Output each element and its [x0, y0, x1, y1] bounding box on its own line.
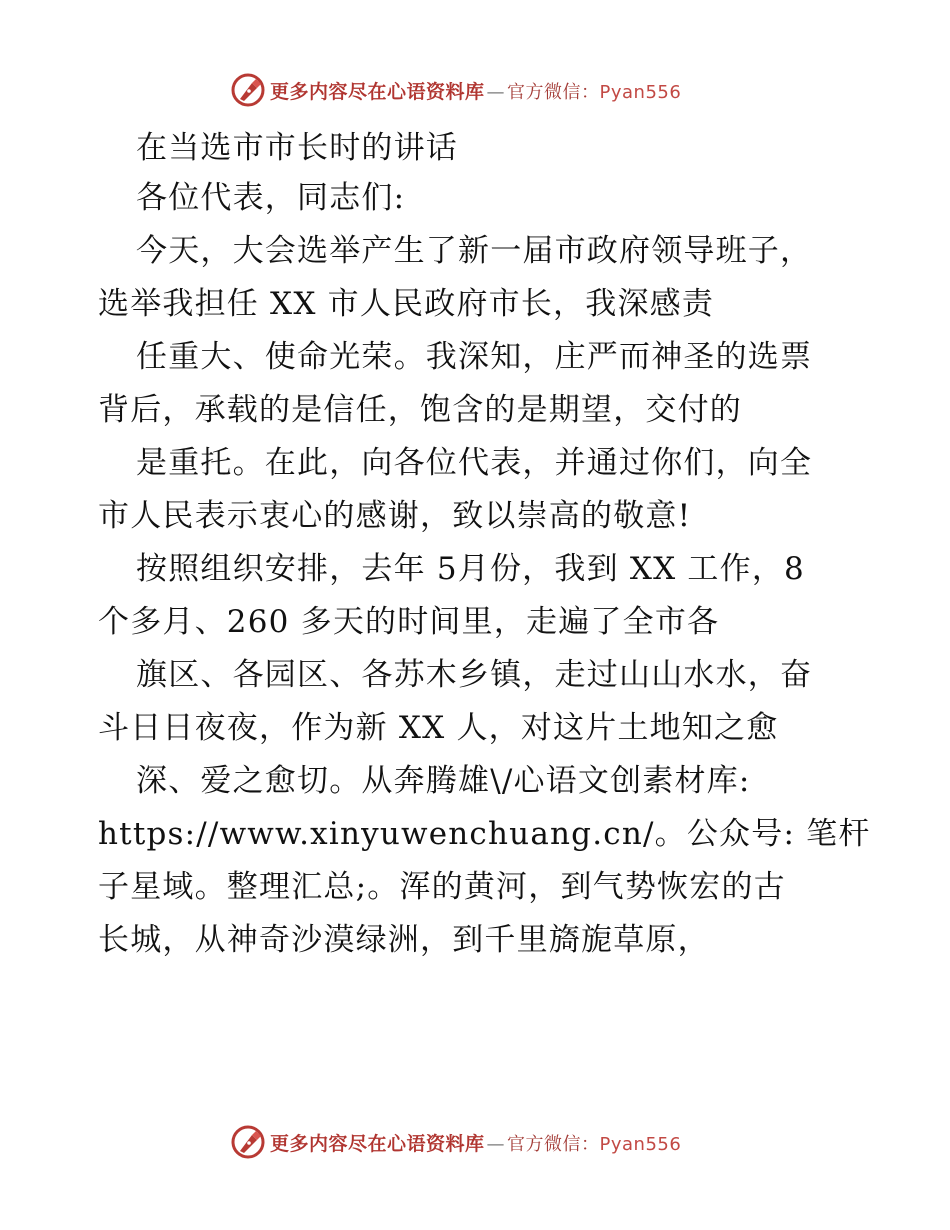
footer-text [270, 1129, 681, 1156]
header-wechat-handle: Pyan556 [599, 81, 682, 103]
paragraph-line: 任重大、使命光荣。我深知，庄严而神圣的选票 [136, 339, 813, 375]
paragraph-line: 深、爱之愈切。从奔腾雄\/心语文创素材库: [136, 763, 751, 799]
paragraph-line: 个多月、260 多天的时间里，走遍了全市各 [98, 604, 720, 640]
paragraph-line: 长城，从神奇沙漠绿洲，到千里旖旎草原， [98, 922, 710, 958]
paragraph-line: 子星域。整理汇总;。浑的黄河，到气势恢宏的古 [98, 869, 786, 905]
pen-nib-logo-icon [230, 72, 266, 108]
paragraph-line: 按照组织安排，去年 5月份，我到 XX 工作，8 [136, 551, 805, 587]
paragraph-line: 选举我担任 XX 市人民政府市长，我深感责 [98, 286, 715, 322]
paragraph-line: 旗区、各园区、各苏木乡镇，走过山山水水，奋 [136, 657, 813, 693]
document-body [98, 124, 871, 967]
header-text [270, 77, 681, 104]
salutation: 各位代表，同志们: [136, 180, 406, 216]
footer-brand: 更多内容尽在心语资料库 [270, 1132, 485, 1155]
header-wechat-label: 官方微信： [507, 81, 600, 103]
paragraph-line: https://www.xinyuwenchuang.cn/。公众号: 笔杆 [98, 816, 871, 852]
header-brand: 更多内容尽在心语资料库 [270, 80, 485, 103]
footer-banner [230, 1122, 681, 1162]
paragraph-line: 背后，承载的是信任，饱含的是期望，交付的 [98, 392, 742, 428]
paragraph-line: 市人民表示衷心的感谢，致以崇高的敬意! [98, 498, 692, 534]
paragraph-line: 今天，大会选举产生了新一届市政府领导班子， [136, 233, 813, 269]
footer-dash: — [486, 1133, 506, 1155]
footer-wechat-label: 官方微信： [507, 1133, 600, 1155]
header-dash: — [486, 81, 506, 103]
paragraph-line: 是重托。在此，向各位代表，并通过你们，向全 [136, 445, 813, 481]
document-title: 在当选市市长时的讲话 [136, 130, 458, 166]
footer-wechat-handle: Pyan556 [599, 1133, 682, 1155]
header-banner [230, 70, 681, 110]
pen-nib-logo-icon [230, 1124, 266, 1160]
paragraph-line: 斗日日夜夜，作为新 XX 人，对这片土地知之愈 [98, 710, 779, 746]
